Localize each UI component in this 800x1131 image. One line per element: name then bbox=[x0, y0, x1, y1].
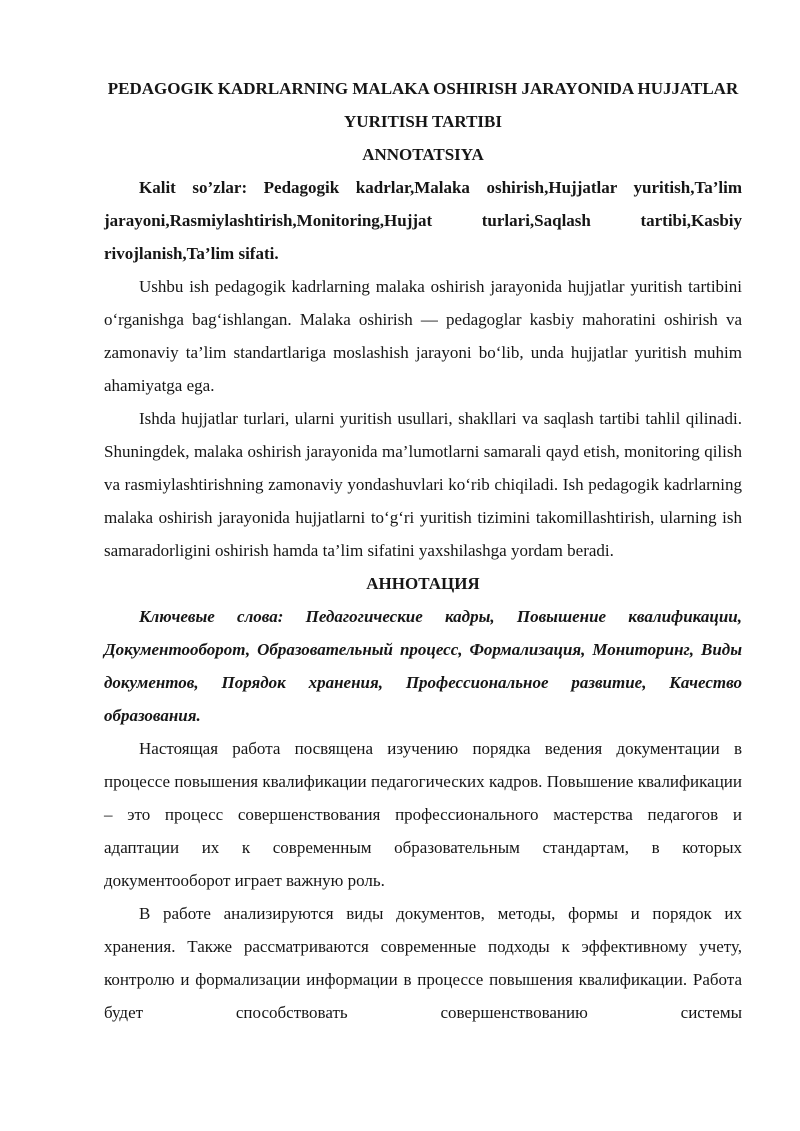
russian-paragraph-2: В работе анализируются виды документов, методы, формы и порядок их хранения. Также рассматриваются современные подходы к эффективному учету, контролю и формализации информации в процессе повышения квалификации. Работа будет способствовать совершенствованию системы bbox=[104, 904, 742, 1022]
document-title: PEDAGOGIK KADRLARNING MALAKA OSHIRISH JARAYONIDA HUJJATLAR YURITISH TARTIBI bbox=[107, 79, 739, 131]
uzbek-paragraph-1: Ushbu ish pedagogik kadrlarning malaka oshirish jarayonida hujjatlar yuritish tartibini oʻrganishga bagʻishlangan. Malaka oshirish — pedagoglar kasbiy mahoratini oshirish va zamonaviy ta’lim standartlariga moslashish jarayoni boʻlib, unda hujjatlar yuritish muhim ahamiyatga ega. bbox=[104, 277, 742, 395]
russian-keywords-paragraph: Ключевые слова: Педагогические кадры, Повышение квалификации, Документооборот, Образовательный процесс, Формализация, Мониторинг, Виды документов, Порядок хранения, Профессиональное развитие, Качество образования. bbox=[104, 607, 742, 725]
russian-paragraph-1: Настоящая работа посвящена изучению порядка ведения документации в процессе повышения квалификации педагогических кадров. Повышение квалификации – это процесс совершенствования профессионального мастерства педагогов и адаптации их к современным образовательным стандартам, в которых документооборот играет важную роль. bbox=[104, 739, 742, 890]
uzbek-annotation-heading: ANNOTATSIYA bbox=[362, 145, 484, 164]
russian-annotation-heading: АННОТАЦИЯ bbox=[366, 574, 480, 593]
uzbek-keywords-paragraph: Kalit so’zlar: Pedagogik kadrlar,Malaka oshirish,Hujjatlar yuritish,Ta’lim jarayoni,Rasmiylashtirish,Monitoring,Hujjat turlari,Saqlash tartibi,Kasbiy rivojlanish,Ta’lim sifati. bbox=[104, 178, 742, 263]
uzbek-paragraph-2: Ishda hujjatlar turlari, ularni yuritish usullari, shakllari va saqlash tartibi tahlil qilinadi. Shuningdek, malaka oshirish jarayonida ma’lumotlarni samarali qayd etish, monitoring qilish va rasmiylashtirishning zamonaviy yondashuvlari koʻrib chiqiladi. Ish pedagogik kadrlarning malaka oshirish jarayonida hujjatlarni toʻgʻri yuritish tizimini takomillashtirish, ularning ish samaradorligini oshirish hamda ta’lim sifatini yaxshilashga yordam beradi. bbox=[104, 409, 742, 560]
